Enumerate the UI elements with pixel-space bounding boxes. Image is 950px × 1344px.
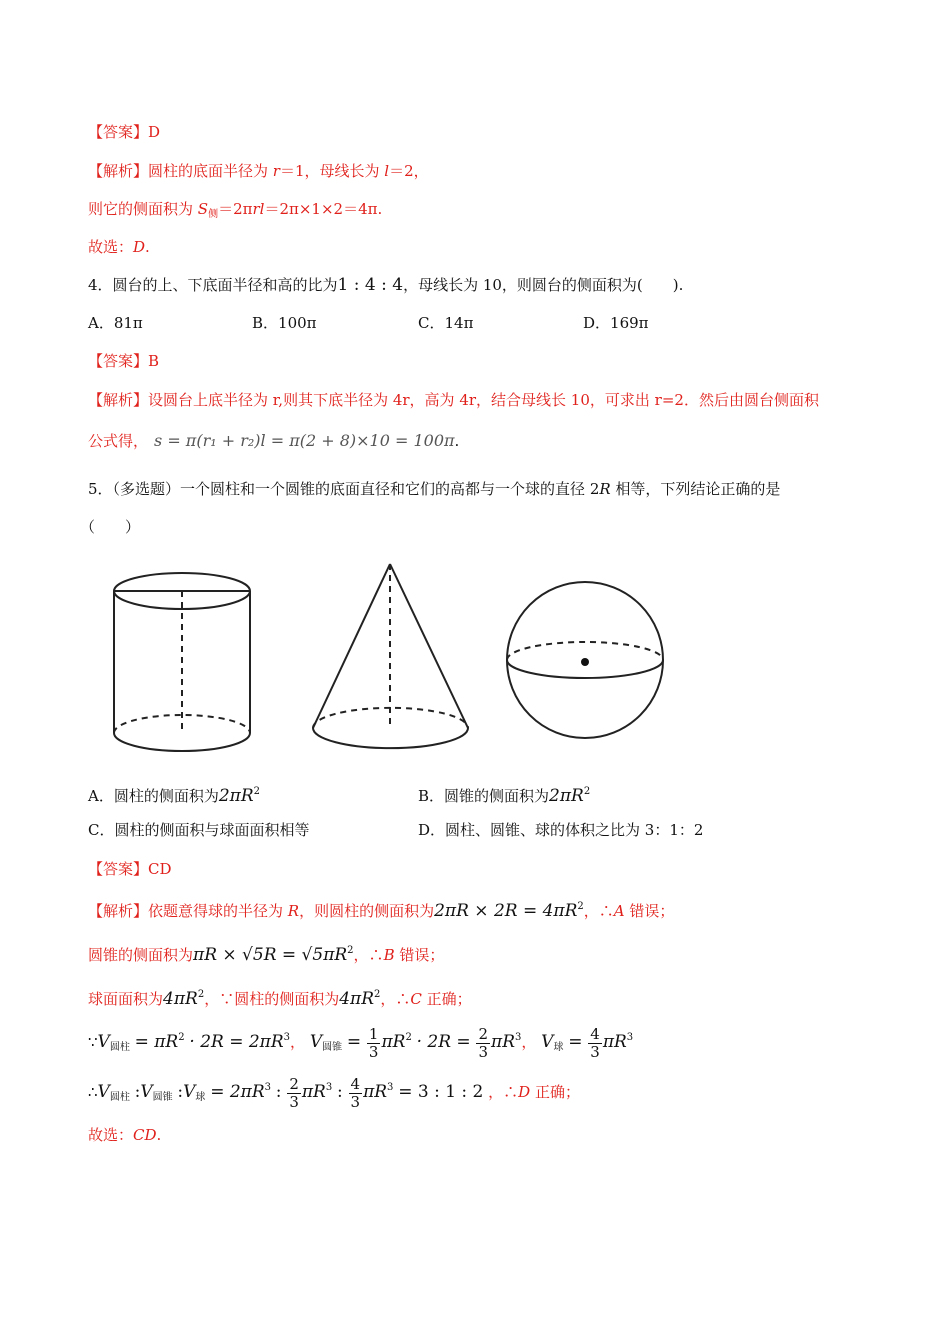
q4-answer: 【答案】B bbox=[88, 352, 160, 370]
q3-conclusion: 故选：D. bbox=[88, 238, 150, 256]
fraction-two-thirds: $\frac{2}{3}$ bbox=[478, 1024, 489, 1061]
sphere-figure bbox=[500, 565, 700, 750]
fraction-one-third: $\frac{1}{3}$ bbox=[368, 1024, 379, 1061]
q5-conclusion: 故选：CD. bbox=[88, 1126, 162, 1144]
cone-figure bbox=[308, 560, 478, 760]
q5-analysis-line2: 圆锥的侧面积为$\pi R \times √5R = √5\pi R^2$，∴B 错误； bbox=[88, 945, 445, 965]
q3-answer: 【答案】D bbox=[88, 123, 161, 141]
q4-analysis-line1: 【解析】设圆台上底半径为 r,则其下底半径为 4r，高为 4r，结合母线长 10，可求出 r=2．然后由圆台侧面积 bbox=[88, 391, 819, 409]
lateral-area-formula: s = π(r₁ + r₂)l = π(2 + 8)×10 = 100π bbox=[154, 431, 455, 450]
q3-analysis-line1: 【解析】圆柱的底面半径为 r＝1，母线长为 l＝2， bbox=[88, 162, 429, 180]
q4-option-c: C．14π bbox=[418, 314, 474, 332]
q4-option-b: B．100π bbox=[252, 314, 317, 332]
analysis-label: 【解析】 bbox=[88, 162, 149, 180]
answer-label: 【答案】 bbox=[88, 123, 149, 141]
q5-option-c: C．圆柱的侧面积与球面面积相等 bbox=[88, 821, 310, 839]
q5-analysis-line3: 球面面积为$4\pi R^2$，∵圆柱的侧面积为$4\pi R^2$，∴C 正确； bbox=[88, 989, 472, 1009]
q4-option-d: D．169π bbox=[583, 314, 649, 332]
q5-answer: 【答案】CD bbox=[88, 860, 172, 878]
q4-analysis-line2: 公式得， s = π(r₁ + r₂)l = π(2 + 8)×10 = 100π. bbox=[88, 431, 460, 450]
q4-option-a: A．81π bbox=[88, 314, 143, 332]
q5-analysis-line1: 【解析】依题意得球的半径为 R，则圆柱的侧面积为$2\pi R \times 2R = 4\pi R^2$，∴A 错误； bbox=[88, 901, 675, 921]
q3-analysis-line2: 则它的侧面积为 $S_侧=2\pi rl=2\pi\times 1\times 2=4\pi$. bbox=[88, 200, 383, 220]
q5-paren: （ ） bbox=[80, 518, 141, 536]
q5-volume-line: $\because V_{圆柱} = \pi R^2 \cdot 2R = 2\pi R^3$， $V_{圆锥}$ = $\frac{1}{3}$ $\pi R^2 \cdot 2R$ = $\frac{2}{3}$ $\pi R^3$， $V_球$ = $\frac{4}{3}$ $\pi R^3$ bbox=[88, 1024, 634, 1061]
q5-ratio-line: $\therefore V_{圆柱}$ $:V_{圆锥}$ $:V_球 = 2\pi R^3$ : $\frac{2}{3}$ $\pi R^3$ : $\frac{4}{3}$ $\pi R^3 = 3$ : 1 : 2 ，∴D 正确； bbox=[88, 1074, 580, 1111]
q5-option-d: D．圆柱、圆锥、球的体积之比为 3：1：2 bbox=[418, 821, 704, 839]
fraction-four-thirds: $\frac{4}{3}$ bbox=[590, 1024, 600, 1061]
q5-stem: 5．（多选题）一个圆柱和一个圆锥的底面直径和它们的高都与一个球的直径 2R 相等，下列结论正确的是 bbox=[88, 480, 781, 498]
q4-stem: 4．圆台的上、下底面半径和高的比为1 : 4 : 4，母线长为 10，则圆台的侧面积为( ). bbox=[88, 275, 684, 295]
cylinder-figure bbox=[104, 565, 264, 760]
q5-option-a: A．圆柱的侧面积为$2\pi R^2$ bbox=[88, 786, 261, 806]
q5-option-b: B．圆锥的侧面积为$2\pi R^2$ bbox=[418, 786, 591, 806]
